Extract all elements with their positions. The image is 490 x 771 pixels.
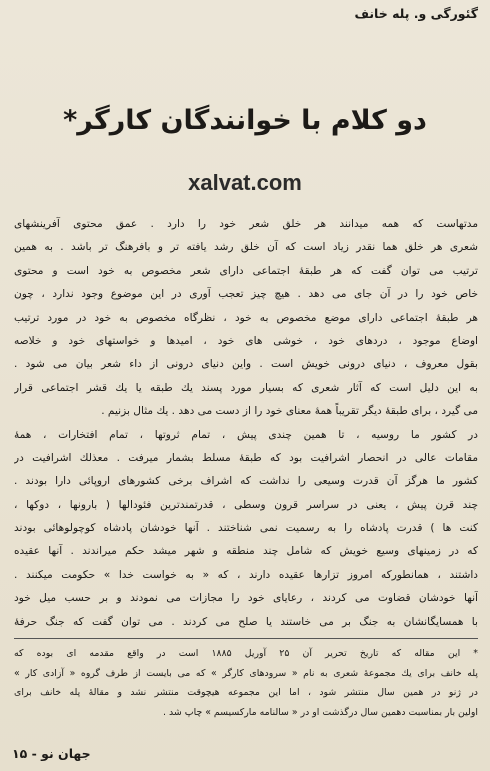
body-line: داشتند ، همانطورکه امروز تزارها عقیده دارند ، که « به خواست خدا » حکومت میکنند . (14, 568, 478, 581)
footnote-divider (14, 638, 478, 639)
body-line: در کشور ما روسیه ، تا همین چندی پیش ، تمام ثروتها ، تمام افتخارات ، همهٔ (14, 428, 478, 441)
footnote-line: در ژنو در همین سال منتشر شود ، اما این مجموعه هیچوقت منتشر نشد و مقالهٔ پله خانف برای (14, 687, 478, 699)
body-line: مقامات عالی در انحصار اشرافیت بود که طبقهٔ مسلط بشمار میرفت . معذلك اشرافیت در (14, 451, 478, 464)
body-line: شعری هر خلق هما نقدر زیاد است که آن خلق رشد یافته تر و بافرهنگ تر باشد . به همین (14, 241, 478, 254)
watermark: xalvat.com (188, 170, 302, 195)
article-title: دو کلام با خوانندگان کارگر* (63, 105, 427, 136)
footnote-line: پله خانف برای یك مجموعهٔ شعری به نام « سرودهای کارگر » که می بایست از طرف گروه « آزادی کار » (14, 667, 478, 679)
page-header-authors: گئورگی و. پله خانف (354, 6, 478, 21)
footnote-line: اولین بار بمناسبت دهمین سال درگذشت او در « سالنامه مارکسیسم » چاپ شد . (163, 706, 478, 718)
body-line: مدتهاست که همه میدانند هر خلق شعر خود را دارد . عمق محتوی آفرینشهای (14, 218, 478, 230)
body-line: کشور ما هرگز آن قدرت وسیعی را نداشت که اشراف برخی کشورهای اروپائی دارا بودند . (14, 475, 478, 488)
body-line: هر طبقهٔ اجتماعی دارای موضع مخصوص به خود ، نظرگاه مخصوص به خود در مورد ترتیب (14, 311, 478, 324)
page-footer-label: جهان نو - ۱۵ (12, 746, 91, 761)
body-line: با همسایگانشان به جنگ بر می خاستند یا صلح می کردند . می توان گفت که جنگ حرفهٔ (14, 615, 478, 628)
body-line: ترتیب می توان گفت که هر طبقهٔ اجتماعی دارای شعر مخصوص به خود است و محتوی (14, 264, 478, 277)
body-line: آنها خودشان قضاوت می کردند ، رعایای خود را مجازات می نمودند و بر حسب میل خود (14, 592, 478, 605)
footnote (14, 644, 478, 722)
body-line: خاص خود را در آن جای می دهد . هیچ چیز تعجب آوری در این موضوع وجود ندارد ، چون (14, 288, 478, 301)
footnote-line: * این مقاله که تاریخ تحریر آن ۲۵ آوریل ۱۸۸۵ است در واقع مقدمه ای بوده که (14, 648, 478, 659)
body-line: اوضاع موجود ، دردهای خود ، خوشی های خود ، امیدها و خواستهای خود و خلاصه (14, 334, 478, 347)
body-line: می گیرد ، برای طبقهٔ دیگر تقریباً همهٔ معنای خود را از دست می دهد . یك مثال بزنیم . (101, 405, 478, 418)
body-line: که در زمینهای وسیع خویش که شامل چند منطقه و شهر میشد حکم میراندند . آنها عقیده (14, 545, 478, 558)
body-line: بقول معروف ، دنیای درونی خویش است . واین دنیای درونی از داء شعر بیان می شود . (14, 358, 478, 371)
body-line: چند قرن پیش ، یعنی در سراسر قرون وسطی ، قدرتمندترین فئودالها ( بارونها ، دوكها ، (14, 498, 478, 511)
article-body (14, 213, 478, 634)
body-line: کنت ها ) قدرت پادشاه را به رسمیت نمی شناختند . آنها خودشان پادشاه کوچولوهائی بودند (14, 522, 478, 535)
body-line: به این دلیل است که آثار شعری که بسیار مورد پسند یك طبقه یا یك قشر اجتماعی قرار (14, 381, 478, 394)
